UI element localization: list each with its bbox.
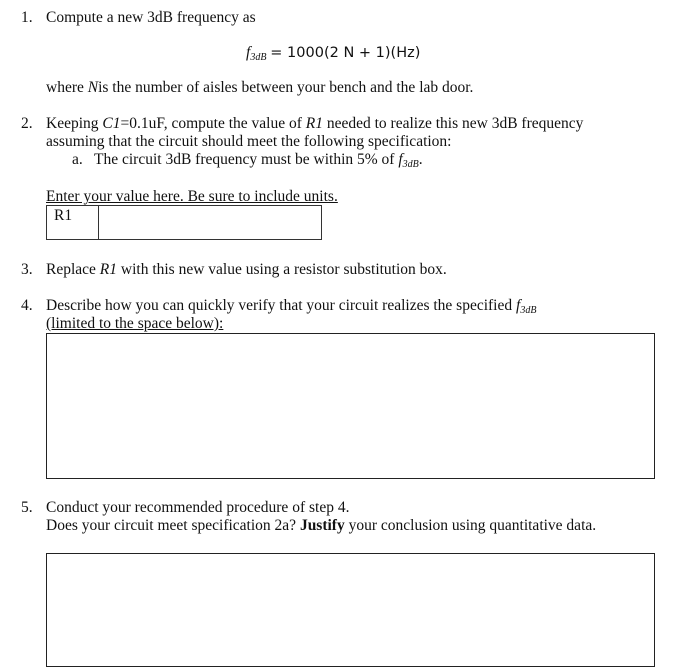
step-5-bold: Justify [299, 517, 345, 534]
step-5-pre: Does your circuit meet specification 2a? [46, 517, 300, 534]
formula-sub: 3dB [250, 52, 267, 63]
step-2-line1 [46, 115, 583, 133]
step-2-sub-a [94, 151, 423, 170]
step-2-sub-a-label: a. [72, 151, 83, 168]
step-4-line2: (limited to the space below): [46, 315, 224, 332]
step-2-r1: R1 [305, 115, 323, 132]
step-5-post: your conclusion using quantitative data. [344, 517, 597, 534]
formula-f3db [246, 44, 420, 63]
r1-value-input[interactable] [98, 205, 322, 240]
entry-instruction: Enter your value here. Be sure to include units. [46, 188, 338, 205]
r1-label-cell [46, 205, 100, 240]
sub-a-pre: The circuit 3dB frequency must be within 5% of [94, 151, 399, 168]
step-2-pre: Keeping [46, 115, 103, 132]
step-3-number: 3. [21, 261, 33, 278]
step-3-pre: Replace [46, 261, 100, 278]
step-1-number: 1. [21, 9, 33, 26]
step-3-text [46, 261, 447, 279]
step-1-where [46, 79, 473, 97]
step-5-line1: Conduct your recommended procedure of step 4. [46, 499, 350, 516]
step-4-f: f [516, 297, 521, 314]
step-5-line2 [46, 517, 596, 535]
step-4-answer-box[interactable] [46, 333, 655, 479]
r1-label: R1 [54, 207, 73, 224]
step-5-answer-box[interactable] [46, 553, 655, 667]
step-2-number: 2. [21, 115, 33, 132]
step-5-number: 5. [21, 499, 33, 516]
step-2-line2: assuming that the circuit should meet the following specification: [46, 133, 452, 150]
step-4-line1 [46, 297, 536, 316]
step-2-c1: C1 [102, 115, 121, 132]
sub-a-post: . [418, 151, 423, 168]
formula-rhs: = 1000(2 N + 1)(Hz) [270, 45, 421, 61]
step-3-post: with this new value using a resistor substitution box. [117, 261, 447, 278]
step-1-text: Compute a new 3dB frequency as [46, 9, 256, 26]
formula-lhs: f [246, 44, 251, 61]
step-2-mid: =0.1uF, compute the value of [120, 115, 306, 132]
step-2-post: needed to realize this new 3dB frequency [322, 115, 584, 132]
where-pre: where [46, 79, 88, 96]
step-4-text: Describe how you can quickly verify that your circuit realizes the specified [46, 297, 516, 314]
sub-a-f: f [398, 151, 403, 168]
step-3-var: R1 [99, 261, 118, 278]
step-4-f-sub: 3dB [520, 305, 537, 316]
where-var: N [87, 79, 99, 96]
sub-a-sub: 3dB [402, 159, 419, 170]
step-4-number: 4. [21, 297, 33, 314]
where-post: is the number of aisles between your bench and the lab door. [98, 79, 474, 96]
